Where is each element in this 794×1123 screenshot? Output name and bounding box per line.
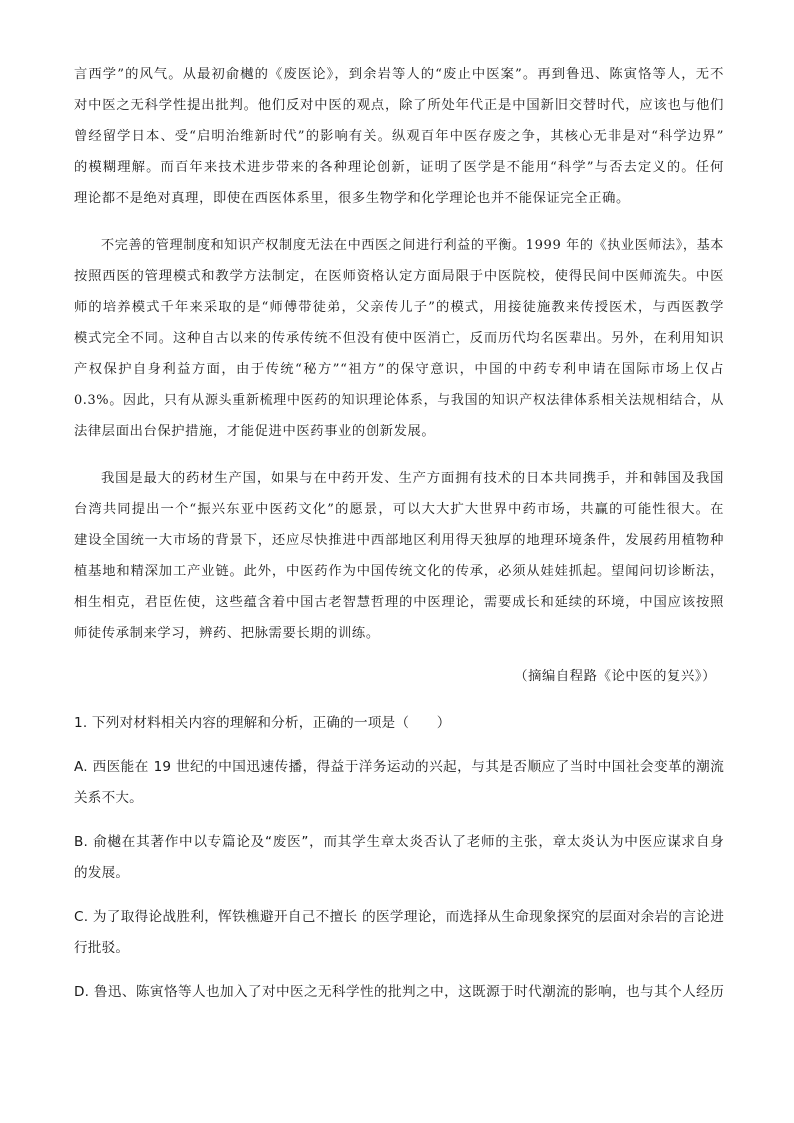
- text-line: 言西学”的风气。从最初俞樾的《废医论》，到余岩等人的“废止中医案”。再到鲁迅、陈寅恪等人，无不: [74, 67, 724, 82]
- text-line: 相生相克，君臣佐使，这些蕴含着中国古老智慧哲理的中医理论，需要成长和延续的环境，中国应该按照: [74, 595, 724, 610]
- text-line: 对中医之无科学性提出批判。他们反对中医的观点，除了所处年代正是中国新旧交替时代，应该也与他们: [74, 98, 724, 113]
- text-line: 按照西医的管理模式和教学方法制定，在医师资格认定方面局限于中医院校，使得民间中医师流失。中医: [74, 269, 724, 284]
- text-line: 法律层面出台保护措施，才能促进中医药事业的创新发展。: [74, 424, 436, 439]
- text-line: 0.3%。因此，只有从源头重新梳理中医药的知识理论体系，与我国的知识产权法律体系相关法规相结合，从: [74, 393, 724, 408]
- option-b-line: B. 俞樾在其著作中以专篇论及“废医”，而其学生章太炎否认了老师的主张，章太炎认为中医应谋求自身: [74, 834, 724, 850]
- text-line: 师徒传承制来学习，辨药、把脉需要长期的训练。: [74, 626, 380, 641]
- option-c-line: C. 为了取得论战胜利，恽铁樵避开自己不擅长 的医学理论，而选择从生命现象探究的层面对余岩的言论进: [74, 909, 724, 925]
- option-b-line: 的发展。: [74, 865, 130, 881]
- text-line: 曾经留学日本、受“启明治维新时代”的影响有关。纵观百年中医存废之争，其核心无非是对“科学边界”: [74, 129, 724, 144]
- text-line: 师的培养模式千年来采取的是“师傅带徒弟，父亲传儿子”的模式，用接徒施教来传授医术，与西医教学: [74, 300, 724, 315]
- passage-source: （摘编自程路《论中医的复兴》）: [514, 669, 716, 684]
- option-d-line: D. 鲁迅、陈寅恪等人也加入了对中医之无科学性的批判之中，这既源于时代潮流的影响，也与其个人经历: [74, 984, 724, 1000]
- option-a-line: A. 西医能在 19 世纪的中国迅速传播，得益于洋务运动的兴起，与其是否顺应了当时中国社会变革的潮流: [74, 759, 724, 775]
- text-line: 理论都不是绝对真理，即使在西医体系里，很多生物学和化学理论也并不能保证完全正确。: [74, 191, 630, 206]
- option-a-line: 关系不大。: [74, 790, 143, 806]
- text-line: 建设全国统一大市场的背景下，还应尽快推进中西部地区利用得天独厚的地理环境条件，发展药用植物种: [74, 533, 724, 548]
- option-c-line: 行批驳。: [74, 940, 130, 956]
- text-line: 植基地和精深加工产业链。此外，中医药作为中国传统文化的传承，必须从娃娃抓起。望闻问切诊断法，: [74, 564, 724, 579]
- text-line: 我国是最大的药材生产国，如果与在中药开发、生产方面拥有技术的日本共同携手，并和韩国及我国: [101, 471, 724, 486]
- text-line: 的模糊理解。而百年来技术进步带来的各种理论创新，证明了医学是不能用“科学”与否去定义的。任何: [74, 160, 724, 175]
- text-line: 不完善的管理制度和知识产权制度无法在中西医之间进行利益的平衡。1999 年的《执业医师法》，基本: [101, 238, 724, 253]
- text-line: 产权保护自身利益方面，由于传统“秘方”“祖方”的保守意识，中国的中药专利申请在国际市场上仅占: [74, 362, 724, 377]
- text-line: 台湾共同提出一个“振兴东亚中医药文化”的愿景，可以大大扩大世界中药市场，共赢的可能性很大。在: [74, 502, 724, 517]
- text-line: 模式完全不同。这种自古以来的传承传统不但没有使中医消亡，反而历代均名医辈出。另外，在利用知识: [74, 331, 724, 346]
- question-stem: 1. 下列对材料相关内容的理解和分析，正确的一项是（ ）: [74, 715, 451, 731]
